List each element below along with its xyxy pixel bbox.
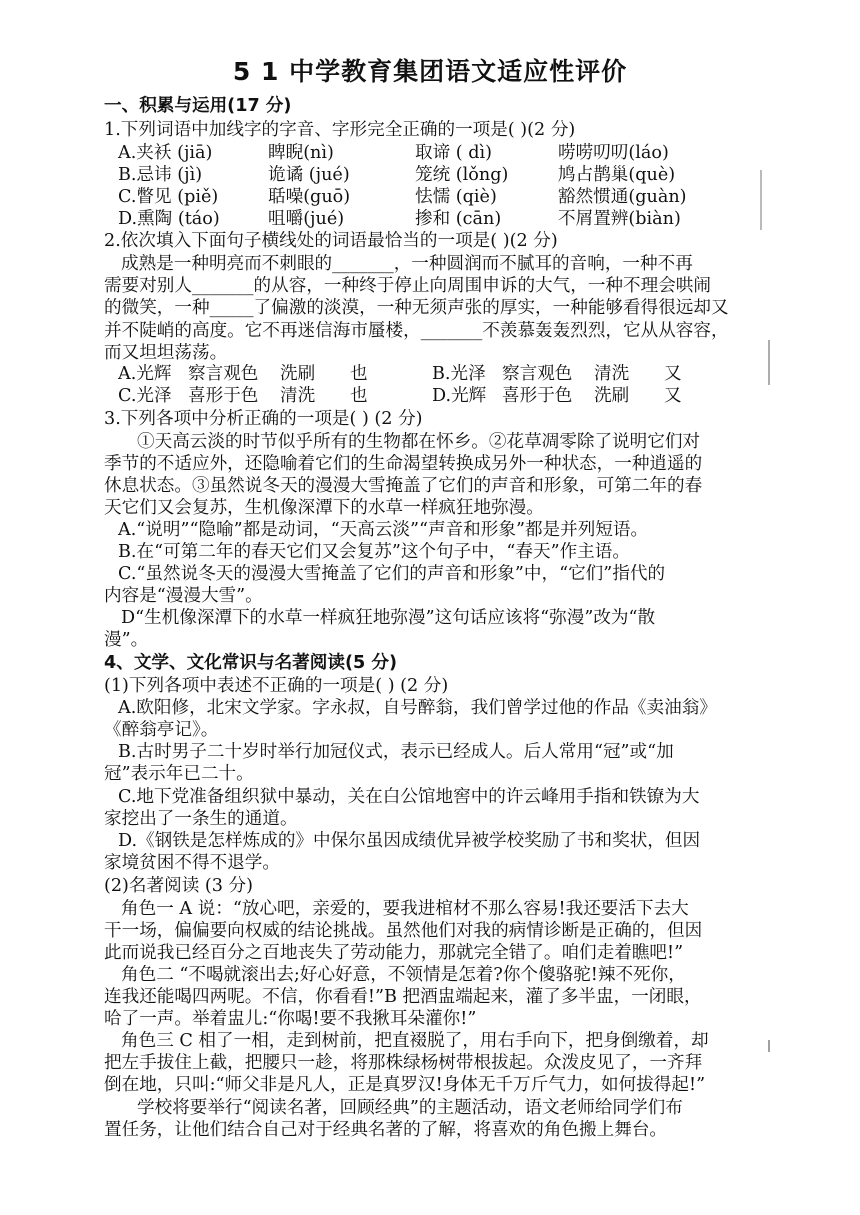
- passage-line: 家挖出了一条生的通道。: [104, 809, 298, 829]
- option-cell: 掺和 (cān): [415, 209, 502, 229]
- option-cell: 豁然惯通(guàn): [558, 187, 687, 207]
- option-cell: A.光辉: [118, 364, 172, 384]
- passage-line: 成熟是一种明亮而不刺眼的_______，一种圆润而不腻耳的音响，一种不再: [121, 254, 693, 274]
- question-4-2-stem: (2)名著阅读 (3 分): [104, 876, 253, 896]
- option-cell: D.熏陶 (táo): [118, 209, 220, 229]
- role-2-line: 角色二 “不喝就滚出去;好心好意，不领情是怎着?你个傻骆驼!辣不死你，: [121, 965, 686, 985]
- option-cell: 洗刷: [280, 364, 316, 384]
- option-cell: 也: [350, 386, 368, 406]
- option-cell: 睥睨(nì): [268, 143, 334, 163]
- option-cell: 聒噪(guō): [268, 187, 351, 207]
- option-cell: 喜形于色: [188, 386, 259, 406]
- question-1-option-b: [118, 164, 708, 186]
- passage-line: 内容是“漫漫大雪”。: [104, 586, 263, 606]
- question-4-option-d: D.《钢铁是怎样炼成的》中保尔虽因成绩优异被学校奖励了书和奖状，但因: [118, 831, 701, 851]
- question-1-option-a: [118, 142, 708, 164]
- passage-line: 漫”。: [104, 630, 149, 650]
- option-cell: 取谛 ( dì): [415, 143, 492, 163]
- question-4-option-c: C.地下党准备组织狱中暴动，关在白公馆地窖中的许云峰用手指和铁镣为大: [118, 787, 700, 807]
- option-cell: 也: [350, 364, 368, 384]
- option-cell: C.光泽: [118, 386, 172, 406]
- passage-line: 并不陡峭的高度。它不再迷信海市蜃楼，_______不羡慕轰轰烈烈，它从从容容，: [104, 321, 729, 341]
- role-1-line: 此而说我已经百分之百地丧失了劳动能力，那就完全错了。咱们走着瞧吧!”: [104, 943, 684, 963]
- option-cell: 诡谲 (jué): [268, 165, 350, 185]
- option-cell: 鸠占鹊巢(què): [558, 165, 676, 185]
- passage-line: ①天高云淡的时节似乎所有的生物都在怀乡。②花草凋零除了说明它们对: [137, 432, 701, 452]
- question-2-stem: 2.依次填入下面句子横线处的词语最恰当的一项是( )(2 分): [104, 231, 558, 251]
- scan-mark: [768, 340, 770, 385]
- option-cell: 察言观色: [502, 364, 573, 384]
- option-cell: B.忌讳 (jì): [118, 165, 203, 185]
- option-cell: 喜形于色: [502, 386, 573, 406]
- option-cell: 笼统 (lǒng): [415, 165, 509, 185]
- question-3-option-b: B.在“可第二年的春天它们又会复苏”这个句子中，“春天”作主语。: [118, 542, 630, 562]
- task-line: 置任务，让他们结合自己对于经典名著的了解，将喜欢的角色搬上舞台。: [104, 1120, 668, 1140]
- task-line: 学校将要举行“阅读名著，回顾经典”的主题活动，语文老师给同学们布: [137, 1098, 683, 1118]
- passage-line: 家境贫困不得不退学。: [104, 853, 280, 873]
- option-cell: D.光辉: [432, 386, 487, 406]
- passage-line: 需要对别人_______的从容，一种终于停止向周围申诉的大气，一种不理会哄闹: [104, 276, 711, 296]
- option-cell: 怯懦 (qiè): [415, 187, 497, 207]
- page-title: 5 1 中学教育集团语文适应性评价: [232, 57, 628, 86]
- passage-line: 天它们又会复苏，生机像深潭下的水草一样疯狂地弥漫。: [104, 498, 544, 518]
- option-cell: 清洗: [280, 386, 316, 406]
- scan-mark: [760, 170, 762, 230]
- question-2-options-cd: [118, 385, 682, 407]
- scan-mark: [768, 1040, 770, 1052]
- option-cell: 不屑置辨(biàn): [558, 209, 681, 229]
- section-heading: 一、积累与运用(17 分): [104, 96, 292, 116]
- question-3-option-a: A.“说明”“隐喻”都是动词，“天高云淡”“声音和形象”都是并列短语。: [118, 520, 649, 540]
- role-3-line: 把左手拔住上截，把腰只一趁，将那株绿杨树带根拔起。众泼皮见了，一齐拜: [104, 1053, 703, 1073]
- question-4-option-b: B.古时男子二十岁时举行加冠仪式，表示已经成人。后人常用“冠”或“加: [118, 742, 674, 762]
- role-2-line: 哈了一声。举着盅儿:“你喝!要不我揪耳朵灌你!”: [104, 1009, 477, 1029]
- option-cell: 又: [664, 364, 682, 384]
- passage-line: 休息状态。③虽然说冬天的漫漫大雪掩盖了它们的声音和形象，可第二年的春: [104, 476, 703, 496]
- option-cell: A.夹袄 (jiā): [118, 143, 213, 163]
- option-cell: 洗刷: [594, 386, 630, 406]
- question-1-stem: 1.下列词语中加线字的字音、字形完全正确的一项是( )(2 分): [104, 120, 576, 140]
- question-3-option-d: D“生机像深潭下的水草一样疯狂地弥漫”这句话应该将“弥漫”改为“散: [121, 608, 656, 628]
- passage-line: 的微笑，一种_____了偏激的淡漠，一种无须声张的厚实，一种能够看得很远却又: [104, 298, 729, 318]
- option-cell: B.光泽: [432, 364, 486, 384]
- passage-line: 季节的不适应外，还隐喻着它们的生命渴望转换成另外一种状态，一种逍遥的: [104, 454, 703, 474]
- role-1-line: 干一场，偏偏要向权威的结论挑战。虽然他们对我的病情诊断是正确的，但因: [104, 921, 703, 941]
- question-3-option-c: C.“虽然说冬天的漫漫大雪掩盖了它们的声音和形象”中，“它们”指代的: [118, 564, 666, 584]
- role-1-line: 角色一 A 说：“放心吧，亲爱的，要我进棺材不那么容易!我还要活下去大: [121, 899, 689, 919]
- question-4-option-a: A.欧阳修，北宋文学家。字永叔，自号醉翁，我们曾学过他的作品《卖油翁》: [118, 698, 717, 718]
- option-cell: 察言观色: [188, 364, 259, 384]
- question-1-option-d: [118, 208, 708, 230]
- passage-line: 而又坦坦荡荡。: [104, 343, 228, 363]
- option-cell: 又: [664, 386, 682, 406]
- section-4-heading: 4、文学、文化常识与名著阅读(5 分): [104, 653, 398, 673]
- option-cell: 清洗: [594, 364, 630, 384]
- option-cell: 咀嚼(jué): [268, 209, 345, 229]
- role-2-line: 连我还能喝四两呢。不信，你看看!”B 把酒盅端起来，灌了多半盅，一闭眼，: [104, 987, 702, 1007]
- question-3-stem: 3.下列各项中分析正确的一项是( ) (2 分): [104, 409, 423, 429]
- option-cell: 唠唠叨叨(láo): [558, 143, 669, 163]
- passage-line: 冠”表示年已二十。: [104, 764, 254, 784]
- option-cell: C.瞥见 (piě): [118, 187, 219, 207]
- passage-line: 《醉翁亭记》。: [104, 720, 219, 740]
- question-2-options-ab: [118, 363, 682, 385]
- question-4-1-stem: (1)下列各项中表述不正确的一项是( ) (2 分): [104, 676, 449, 696]
- role-3-line: 倒在地，只叫:“师父非是凡人，正是真罗汉!身体无千万斤气力，如何拔得起!”: [104, 1075, 706, 1095]
- role-3-line: 角色三 C 相了一相，走到树前，把直裰脱了，用右手向下，把身倒缴着，却: [121, 1031, 709, 1051]
- question-1-option-c: [118, 186, 708, 208]
